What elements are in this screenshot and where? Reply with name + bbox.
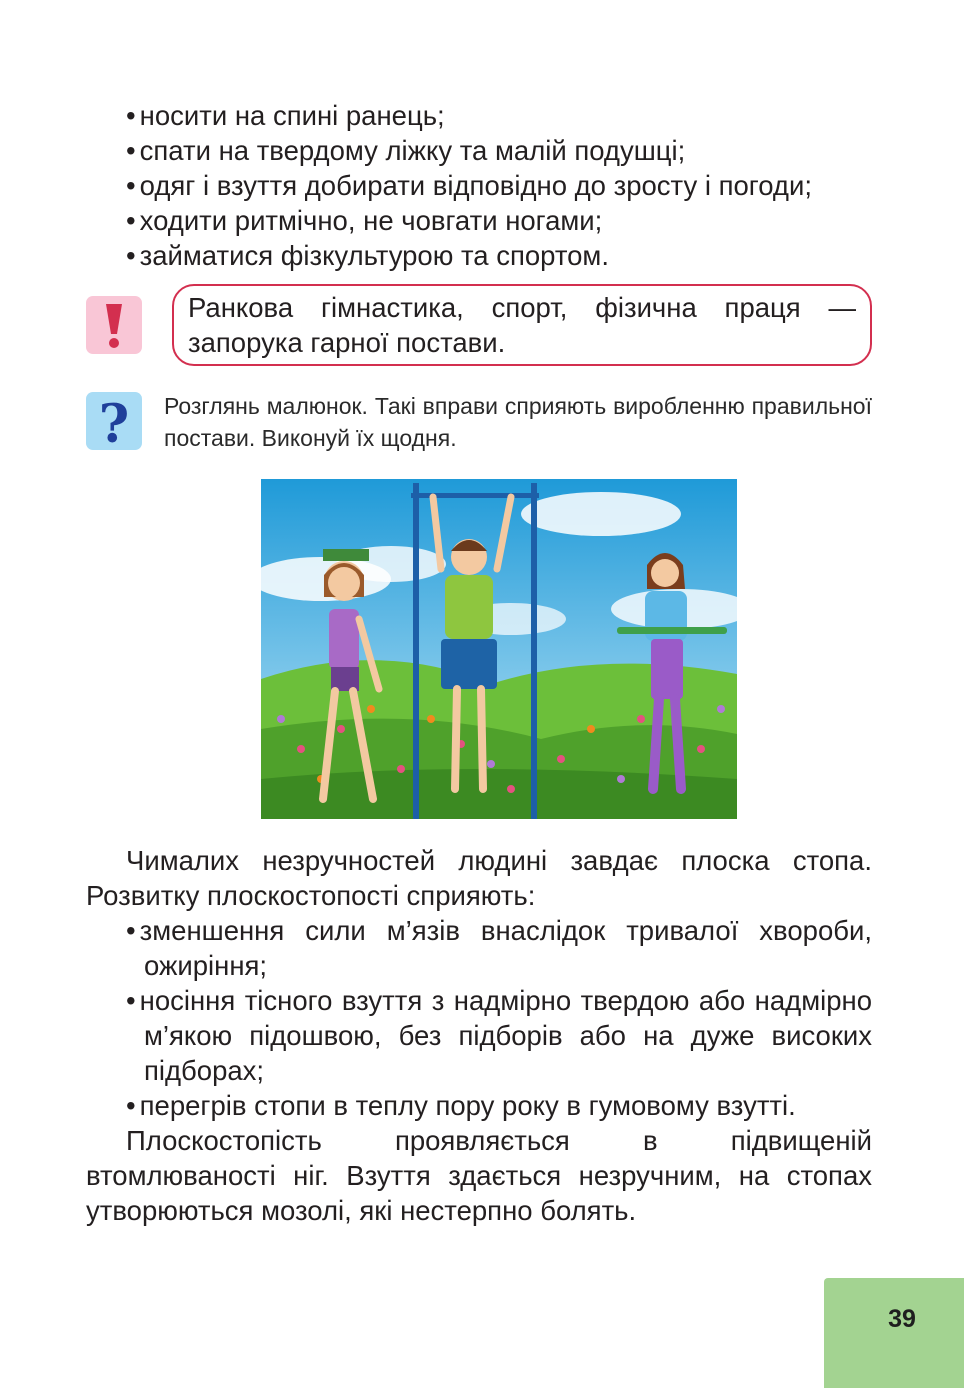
page-number-tab	[824, 1278, 964, 1388]
posture-tips-list	[126, 98, 886, 273]
exclamation-icon	[86, 296, 142, 354]
list-item: • носити на спині ранець;	[126, 98, 886, 133]
paragraph-flat-foot: Чималих незручностей людині завдає плоска стопа. Розвитку плоскостопості сприяють:	[86, 845, 872, 911]
list-item: • займатися фізкультурою та спортом.	[126, 238, 886, 273]
question-mark-icon	[86, 392, 142, 450]
exercise-illustration	[261, 479, 737, 819]
list-item: • ходити ритмічно, не човгати ногами;	[126, 203, 886, 238]
page-number: 39	[888, 1305, 916, 1333]
paragraph-symptoms: Плоскостопість проявляється в підвищеній втомлюваності ніг. Взуття здається незручним, на стопах утворюються мозолі, які нестерпно болять.	[86, 1125, 872, 1226]
flat-foot-causes-list	[86, 913, 872, 1123]
list-item: • зменшення сили м’язів внаслідок тривалої хвороби, ожиріння;	[86, 913, 872, 983]
list-item: • спати на твердому ліжку та малій подушці;	[126, 133, 886, 168]
list-item: • одяг і взуття добирати відповідно до зросту і погоди;	[126, 168, 886, 203]
question-task: Розглянь малюнок. Такі вправи сприяють виробленню правильної постави. Виконуй їх щодня.	[164, 393, 872, 451]
list-item: • носіння тісного взуття з надмірно твердою або надмірно м’якою підошвою, без підборів або на дуже високих підборах;	[86, 983, 872, 1088]
svg-text:?: ?	[98, 394, 130, 450]
list-item: • перегрів стопи в теплу пору року в гумовому взутті.	[86, 1088, 872, 1123]
important-note: Ранкова гімнастика, спорт, фізична праця — запорука гарної постави.	[188, 292, 856, 358]
main-text	[86, 843, 872, 1228]
